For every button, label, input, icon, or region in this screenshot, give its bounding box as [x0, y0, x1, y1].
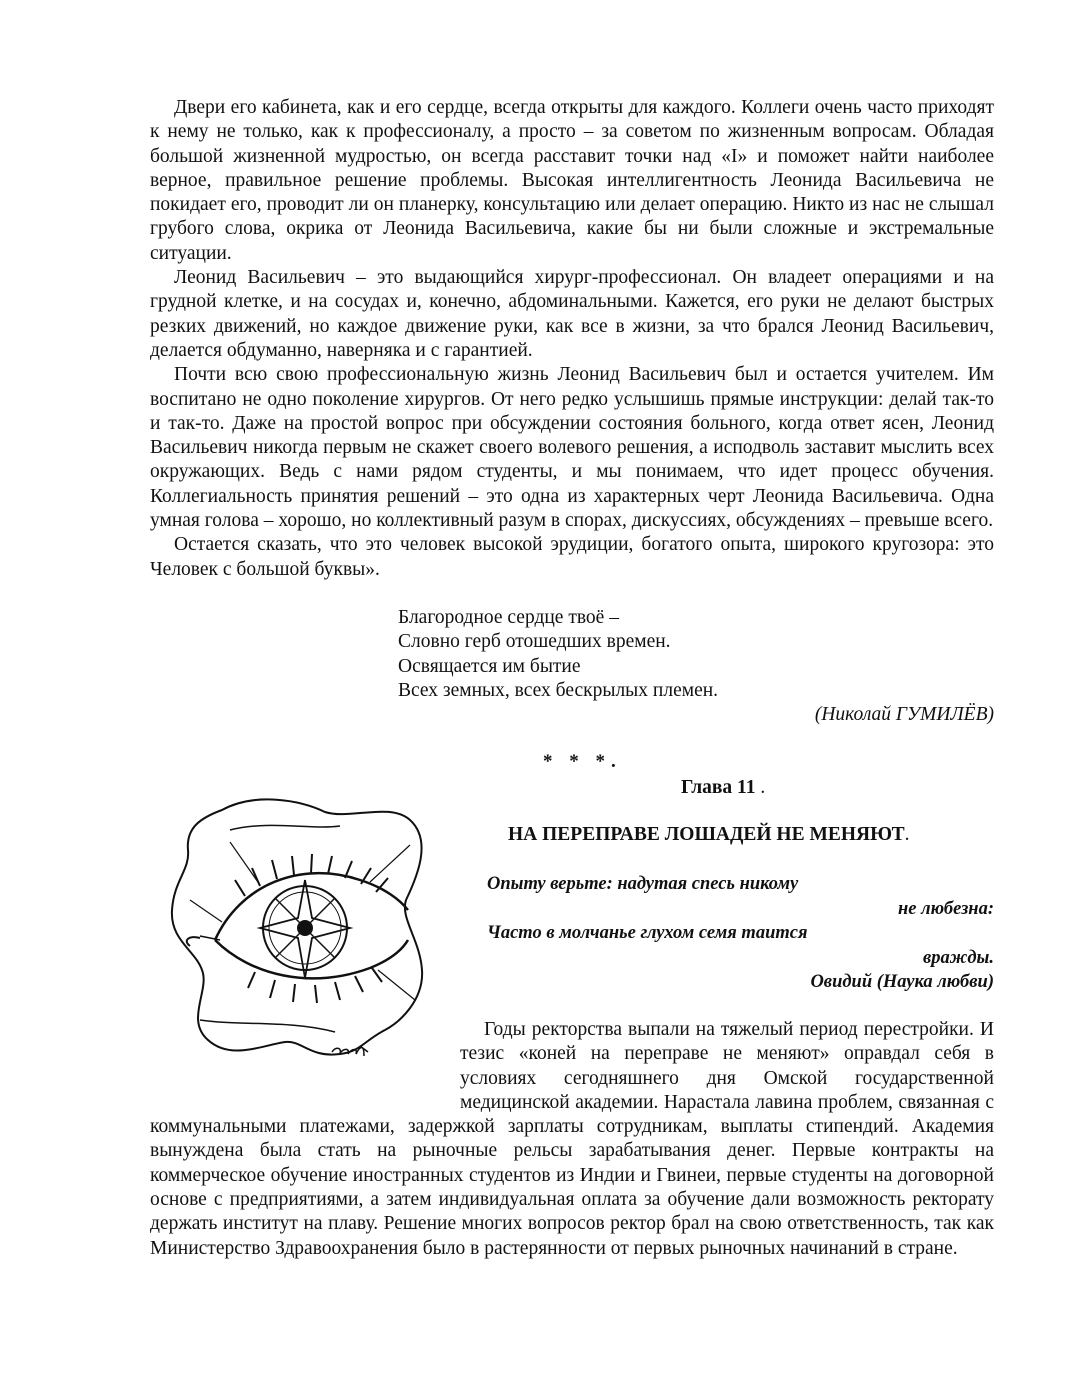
poem — [398, 606, 718, 703]
poem-line: Всех земных, всех бескрылых племен. — [398, 679, 719, 701]
paragraph: Двери его кабинета, как и его сердце, всегда открыты для каждого. Коллеги очень часто приходят к нему не только, как к профессионалу, а просто – за советом по жизненным вопросам. Обладая большой жизненной мудростью, он всегда расставит точки над «I» и поможет найти наиболее верное, правильное решение проблемы. Высокая интеллигентность Леонида Васильевича не покидает его, проводит ли он планерку, консультацию или делает операцию. Никто из нас не слышал грубого слова, окрика от Леонида Васильевича, какие бы ни были сложные и экстремальные ситуации. — [150, 97, 994, 264]
chapter-title — [508, 824, 910, 846]
epigraph-line: вражды. — [922, 948, 994, 968]
poem-line: Благородное сердце твоё – — [398, 607, 619, 628]
lower-text — [150, 1018, 994, 1261]
main-text — [150, 96, 994, 582]
paragraph: Почти всю свою профессиональную жизнь Леонид Васильевич был и остается учителем. Им воспитано не одно поколение хирургов. От него редко услышишь прямые инструкции: делай так-то и так-то. Даже на простой вопрос при обсуждении состояния больного, когда ответ ясен, Леонид Васильевич никогда первым не скажет своего волевого решения, а исподволь заставит мыслить всех окружающих. Ведь с нами рядом студенты, и мы понимаем, что идет процесс обучения. Коллегиальность принятия решений – это одна из характерных черт Леонида Васильевича. Одна умная голова – хорошо, но коллективный разум в спорах, дискуссиях, обсуждениях – превыше всего. — [150, 364, 994, 532]
paragraph: Леонид Васильевич – это выдающийся хирург-профессионал. Он владеет операциями и на грудной клетке, и на сосудах и, конечно, абдоминальными. Кажется, его руки не делают быстрых резких движений, но каждое движение руки, как все в жизни, за что брался Леонид Васильевич, делается обдуманно, наверняка и с гарантией. — [150, 267, 994, 361]
chapter-number — [681, 777, 765, 799]
figure-space — [150, 1018, 460, 1112]
chapter-title-text: НА ПЕРЕПРАВЕ ЛОШАДЕЙ НЕ МЕНЯЮТ — [508, 824, 905, 845]
paragraph-text: Годы ректорства выпали на тяжелый период перестройки. И тезис «коней на переправе не меняют» оправдал себя в условиях сегодняшнего дня Омской государственной медицинской академии. Нарастала лавина проблем, связанная с коммунальными платежами, задержкой зарплаты сотрудникам, выплаты стипендий. Академия вынуждена была стать на рыночные рельсы зарабатывания денег. Первые контракты на коммерческое обучение иностранных студентов из Индии и Гвинеи, первые студенты на договорной основе с предприятиями, а затем индивидуальная оплата за обучение дали возможность ректорату держать институт на плаву. Решение многих вопросов ректор брал на свою ответственность, так как Министерство Здравоохранения было в растерянности от первых рыночных начинаний в стране. — [150, 1019, 994, 1259]
chapter-title-suffix: . — [904, 824, 910, 845]
poem-line: Освящается им бытие — [398, 655, 581, 677]
epigraph-source: Овидий (Наука любви) — [810, 972, 994, 992]
epigraph-line: Часто в молчанье глухом семя таится — [487, 923, 808, 943]
epigraph-line: Опыту верьте: надутая спесь никому — [487, 874, 799, 894]
poem-line: Словно герб отошедших времен. — [398, 631, 671, 653]
epigraph-line: не любезна: — [898, 899, 994, 919]
section-separator: * * *. — [543, 751, 622, 772]
chapter-number-text: Глава 11 — [681, 777, 756, 798]
poem-author: (Николай ГУМИЛЁВ) — [814, 704, 994, 725]
paragraph: Остается сказать, что это человек высокой эрудиции, богатого опыта, широкого кругозора: это Человек с большой буквы». — [150, 534, 994, 580]
chapter-number-suffix: . — [755, 777, 766, 798]
